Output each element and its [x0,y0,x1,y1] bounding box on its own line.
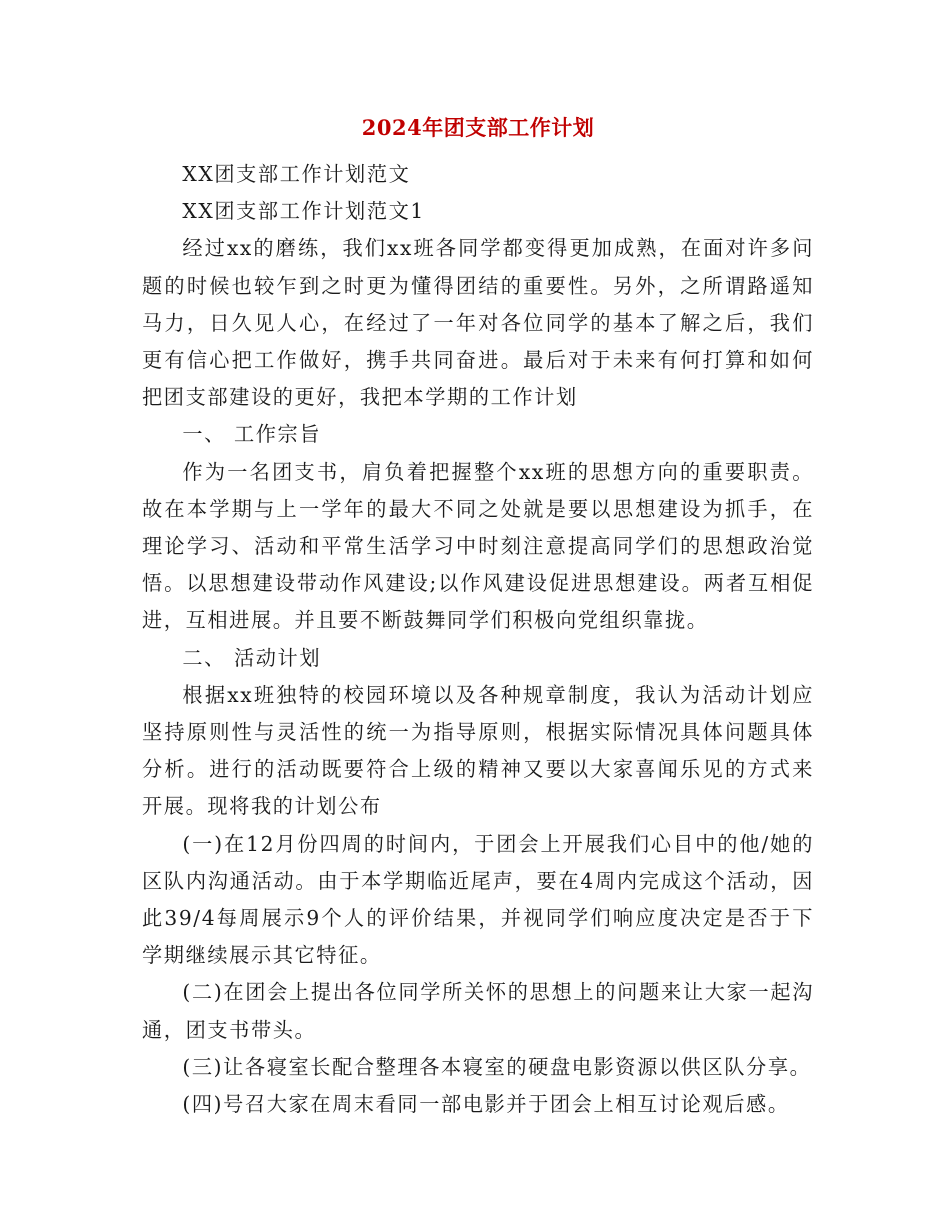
document-title: 2024年团支部工作计划 [361,115,595,140]
subtitle-paragraph-1: XX团支部工作计划范文1 [182,199,425,224]
section-heading-purpose: 一、 工作宗旨 [182,422,322,447]
section-heading-plan: 二、 活动计划 [182,645,322,670]
subtitle-paragraph: XX团支部工作计划范文 [182,162,411,186]
plan-paragraph: 根据xx班独特的校园环境以及各种规章制度，我认为活动计划应坚持原则性与灵活性的统一为指导原则，根据实际情况具体问题具体分析。进行的活动既要符合上级的精神又要以大家喜闻乐见的方式来开展。现将我的计划公布 [142,682,814,819]
plan-item-3: (三)让各寝室长配合整理各本寝室的硬盘电影资源以供区队分享。 [182,1054,812,1079]
plan-item-2: (二)在团会上提出各位同学所关怀的思想上的问题来让大家一起沟通，团支书带头。 [142,980,814,1042]
plan-item-4: (四)号召大家在周末看同一部电影并于团会上相互讨论观后感。 [182,1092,790,1117]
plan-item-1: (一)在12月份四周的时间内，于团会上开展我们心目中的他/她的区队内沟通活动。由于本学期临近尾声，要在4周内完成这个活动，因此39/4每周展示9个人的评价结果，并视同学们响应度决定是否于下学期继续展示其它特征。 [142,831,814,968]
document-page [142,112,814,1123]
intro-paragraph: 经过xx的磨练，我们xx班各同学都变得更加成熟，在面对许多问题的时候也较乍到之时更为懂得团结的重要性。另外，之所谓路遥知马力，日久见人心，在经过了一年对各位同学的基本了解之后，我们更有信心把工作做好，携手共同奋进。最后对于未来有何打算和如何把团支部建设的更好，我把本学期的工作计划 [142,236,814,410]
purpose-paragraph: 作为一名团支书，肩负着把握整个xx班的思想方向的重要职责。故在本学期与上一学年的最大不同之处就是要以思想建设为抓手，在理论学习、活动和平常生活学习中时刻注意提高同学们的思想政治觉悟。以思想建设带动作风建设;以作风建设促进思想建设。两者互相促进，互相进展。并且要不断鼓舞同学们积极向党组织靠拢。 [142,459,814,633]
